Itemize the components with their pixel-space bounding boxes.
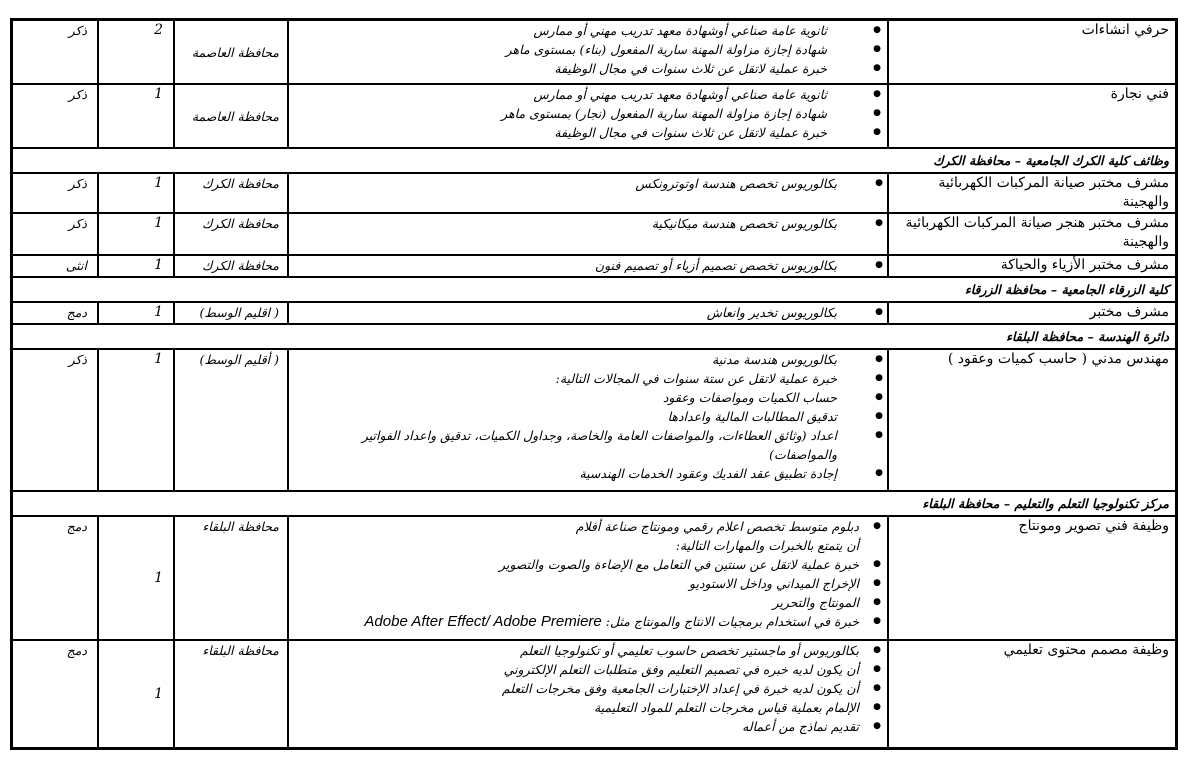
requirement-item: ● دبلوم متوسط تخصص اعلام رقمي ومونتاج صناعة أفلام — [289, 517, 859, 536]
job-requirements — [288, 516, 888, 640]
job-title: مشرف مختبر صيانة المركبات الكهربائية والهجينة — [888, 173, 1176, 213]
job-count: 1 — [98, 640, 174, 748]
requirement-item: ● بكالوريوس أو ماجستير تخصص حاسوب تعليمي أو تكنولوجيا التعلم — [289, 641, 859, 660]
requirement-item: ● الإخراج الميداني وداخل الاستوديو — [289, 574, 859, 593]
requirement-item: ● بكالوريوس هندسة مدنية — [289, 350, 837, 369]
job-title: مشرف مختبر هنجر صيانة المركبات الكهربائية والهجينة — [888, 213, 1176, 255]
requirement-item: ● خبرة عملية لاتقل عن ستة سنوات في المجالات التالية: — [289, 369, 837, 388]
job-governorate: ( اقليم الوسط) — [174, 302, 288, 324]
jobs-document — [10, 18, 1174, 750]
job-gender: ذكر — [12, 349, 98, 491]
job-title: مهندس مدني ( حاسب كميات وعقود ) — [888, 349, 1176, 491]
requirement-item: ● خبرة عملية لاتقل عن ثلاث سنوات في مجال الوظيفة — [289, 123, 827, 142]
requirement-item: ● تدقيق المطالبات المالية واعدادها — [289, 407, 837, 426]
table-row — [12, 173, 1176, 213]
section-title: دائرة الهندسة – محافظة البلقاء — [12, 324, 1176, 349]
requirement-item — [289, 612, 859, 631]
job-gender: دمج — [12, 640, 98, 748]
job-requirements — [288, 302, 888, 324]
job-requirements — [288, 255, 888, 277]
requirement-item: ● ثانوية عامة صناعي أوشهادة معهد تدريب مهني أو ممارس — [289, 21, 827, 40]
requirement-item: ● الإلمام بعملية قياس مخرجات التعلم للمواد التعليمية — [289, 698, 859, 717]
job-count: 1 — [98, 84, 174, 148]
requirement-item: ● خبرة عملية لاتقل عن ثلاث سنوات في مجال الوظيفة — [289, 59, 827, 78]
requirement-item: ● المونتاج والتحرير — [289, 593, 859, 612]
job-gender: ذكر — [12, 20, 98, 84]
job-governorate: محافظة الكرك — [174, 173, 288, 213]
job-requirements — [288, 349, 888, 491]
requirement-continuation: والمواصفات) — [769, 447, 837, 462]
section-title: وظائف كلية الكرك الجامعية – محافظة الكرك — [12, 148, 1176, 173]
job-title: فني نجارة — [888, 84, 1176, 148]
job-governorate: محافظة الكرك — [174, 255, 288, 277]
requirement-text: خبرة في استخدام برمجيات الانتاج والمونتاج مثل: — [605, 614, 859, 629]
job-count: 2 — [98, 20, 174, 84]
requirement-item: ● حساب الكميات ومواصفات وعقود — [289, 388, 837, 407]
software-names: Adobe After Effect/ Adobe Premiere — [364, 613, 602, 630]
job-count: 1 — [98, 302, 174, 324]
job-count: 1 — [98, 213, 174, 255]
requirement-item: ● أن يكون لديه خبرة في إعداد الإختبارات الجامعية وفق مخرجات التعلم — [289, 679, 859, 698]
job-gender: دمج — [12, 302, 98, 324]
section-header — [12, 491, 1176, 516]
job-title: حرفي انشاءات — [888, 20, 1176, 84]
job-governorate: محافظة العاصمة — [174, 84, 288, 148]
job-governorate: ( أقليم الوسط) — [174, 349, 288, 491]
requirement-item: ● خبرة عملية لاتقل عن سنتين في التعامل مع الإضاءة والصوت والتصوير — [289, 555, 859, 574]
table-row — [12, 213, 1176, 255]
requirement-item: ● شهادة إجازة مزاولة المهنة سارية المفعول (بناء) بمستوى ماهر — [289, 40, 827, 59]
requirement-subheading: أن يتمتع بالخبرات والمهارات التالية: — [675, 538, 859, 553]
job-governorate: محافظة البلقاء — [174, 640, 288, 748]
table-row — [12, 640, 1176, 748]
job-count: 1 — [98, 349, 174, 491]
table-row — [12, 349, 1176, 491]
requirement-item: ● شهادة إجازة مزاولة المهنة سارية المفعول (نجار) بمستوى ماهر — [289, 104, 827, 123]
job-governorate: محافظة البلقاء — [174, 516, 288, 640]
job-title: مشرف مختبر الأزياء والحياكة — [888, 255, 1176, 277]
section-header — [12, 277, 1176, 302]
requirement-item: ● تقديم نماذج من أعماله — [289, 717, 859, 736]
requirement-item: ● بكالوريوس تخدير وانعاش — [289, 303, 837, 322]
job-gender: ذكر — [12, 173, 98, 213]
table-row — [12, 84, 1176, 148]
section-title: كلية الزرقاء الجامعية – محافظة الزرقاء — [12, 277, 1176, 302]
section-header — [12, 148, 1176, 173]
job-count: 1 — [98, 516, 174, 640]
job-title: مشرف مختبر — [888, 302, 1176, 324]
table-row — [12, 255, 1176, 277]
job-title: وظيفة مصمم محتوى تعليمي — [888, 640, 1176, 748]
requirement-item: ● أن يكون لديه خبره في تصميم التعليم وفق متطلبات التعلم الإلكتروني — [289, 660, 859, 679]
requirement-item: ● بكالوريوس تخصص تصميم أزياء أو تصميم فنون — [289, 256, 837, 275]
job-requirements — [288, 213, 888, 255]
job-governorate: محافظة الكرك — [174, 213, 288, 255]
requirement-item: ● اعداد (وثائق العطاءات، والمواصفات العامة والخاصة، وجداول الكميات، تدقيق واعداد الفواتير — [289, 426, 837, 445]
job-gender: ذكر — [12, 84, 98, 148]
job-title: وظيفة فني تصوير ومونتاج — [888, 516, 1176, 640]
job-requirements — [288, 20, 888, 84]
job-requirements — [288, 640, 888, 748]
requirement-item: ● ثانوية عامة صناعي أوشهادة معهد تدريب مهني أو ممارس — [289, 85, 827, 104]
table-row — [12, 516, 1176, 640]
table-row — [12, 302, 1176, 324]
job-requirements — [288, 173, 888, 213]
section-header — [12, 324, 1176, 349]
job-governorate: محافظة العاصمة — [174, 20, 288, 84]
requirement-item: ● بكالوريوس تخصص هندسة ميكانيكية — [289, 214, 837, 233]
job-count: 1 — [98, 255, 174, 277]
job-gender: ذكر — [12, 213, 98, 255]
table-row — [12, 20, 1176, 84]
job-gender: دمج — [12, 516, 98, 640]
requirement-item: ● بكالوريوس تخصص هندسة اوتوترونكس — [289, 174, 837, 193]
jobs-table — [10, 18, 1178, 750]
job-count: 1 — [98, 173, 174, 213]
requirement-item: ● إجادة تطبيق عقد الفديك وعقود الخدمات الهندسية — [289, 464, 837, 483]
job-gender: انثى — [12, 255, 98, 277]
job-requirements — [288, 84, 888, 148]
section-title: مركز تكنولوجيا التعلم والتعليم – محافظة البلقاء — [12, 491, 1176, 516]
